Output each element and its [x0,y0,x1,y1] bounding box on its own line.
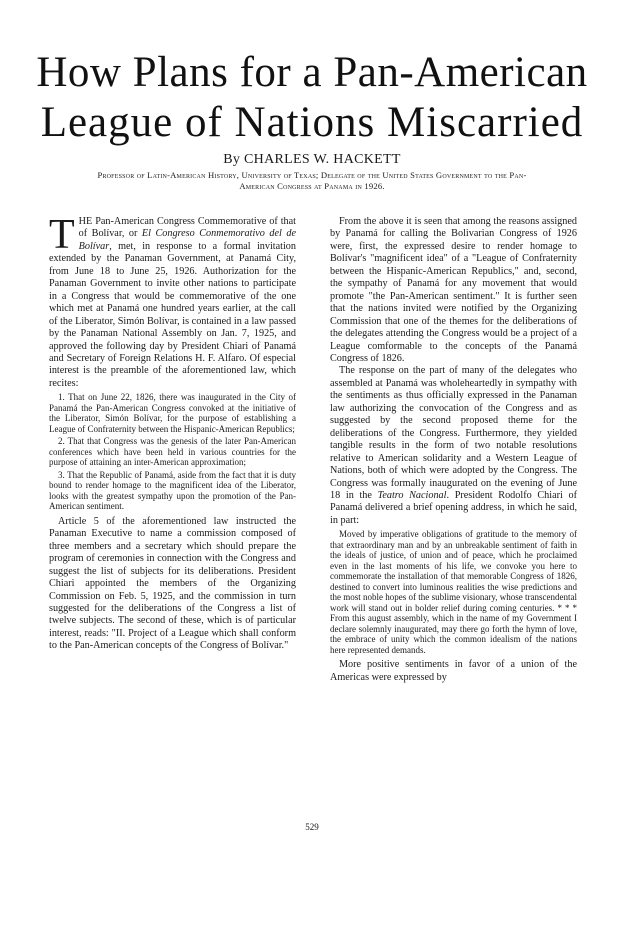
preamble-item-2: 2. That that Congress was the genesis of the later Pan-American conferences which have been held in various countries for the purpose of attaining an inter-American approximation; [49,436,296,468]
preamble-item-3: 3. That the Republic of Panamá, aside from the fact that it is duty bound to render homage to the magnificent idea of the Liberator, looks with the greatest sympathy upon the promotion of the Pan-American sentiment. [49,469,296,512]
congress-name: El Congreso Conmemorativo del de Bolívar [78,228,296,252]
opening-text: HE Pan-American Congress Commemorative of that of Bolívar, or [78,216,296,240]
author-byline: By CHARLES W. HACKETT [223,152,401,167]
author-affiliation: Professor of Latin-American History, University of Texas; Delegate of the United States Government to the Pan-American Congress at Panama in 1926. [97,170,527,191]
left-column [49,212,296,653]
response-paragraph [330,365,577,527]
article-title-line-1: How Plans for a Pan-American [36,49,588,96]
chiari-address-quote: Moved by imperative obligations of gratitude to the memory of that extraordinary man and by an unbreakable sentiment of faith in the ideals of justice, of union and of peace, which he proclaimed even in the last moments of his life, we convoke you here to commemorate the installation of that memorable Congress of 1826, destined to convert into luminous realities the wise predictions and the most noble hopes of the sublime visionary, whose transcendental work will stand out in bolder relief during coming centuries. * * * From this august assembly, which in the name of my Government I declare solemnly inaugurated, may there go forth the hymn of love, the embrace of unity which the common idealism of the nations here represented demands. [330,529,577,655]
drop-cap: T [49,212,75,258]
article-5-paragraph: Article 5 of the aforementioned law instructed the Panaman Executive to name a commission composed of three members and a secretary which should prepare the program of ceremonies in connection with the Congress and suggest the list of subjects for its deliberations. President Chiari appointed the members of the Organizing Commission on Feb. 5, 1925, and the commission in turn suggested for the deliberations of the Congress a list of twelve subjects. The second of these, which is of particular interest, reads: "II. Project of a League which shall conform to the Pan-American concepts of the Congress of Bolívar." [49,515,296,652]
closing-paragraph: More positive sentiments in favor of a union of the Americas were expressed by [330,659,577,683]
response-text-continued: . President Rodolfo Chiari of Panamá delivered a brief opening address, in which he said, in part: [330,489,577,526]
preamble-item-1: 1. That on June 22, 1826, there was inaugurated in the City of Panamá the Pan-American Congress convoked at the initiative of the Liberator, Simón Bolívar, for the purpose of establishing a League of Confraternity between the Hispanic-American Republics; [49,392,296,434]
response-text: The response on the part of many of the delegates who assembled at Panamá was wholeheartedly in sympathy with the sentiments as thus officially expressed in the Panaman law authorizing the convocation of the Congress and as suggested by the second proposed theme for the deliberations of the Congress. Furthermore, they yielded tangible results in the form of two notable resolutions relative to American solidarity and a Western League of Nations, both of which were adopted by the Congress. The Congress was formally inaugurated on the evening of June 18 in the [330,365,577,501]
page-number: 529 [305,822,319,832]
article-title-line-2: League of Nations Miscarried [40,99,584,146]
opening-paragraph [49,212,296,390]
right-column [330,216,577,684]
reasons-paragraph: From the above it is seen that among the reasons assigned by Panamá for calling the Bolivarian Congress of 1926 were, first, the expressed desire to render homage to Bolívar's "magnificent idea" of a "League of Confraternity between the Hispanic-American Republics," and, second, the sympathy of Panamá for any movement that would promote "the Pan-American sentiment." It is further seen that the nations invited were notified by the Organizing Commission that one of the themes for the deliberations of the delegates attending the Congress would be a project of a League comformable to the concepts of the Panamá Congress of 1826. [330,216,577,364]
opening-text-continued: , met, in response to a formal invitation extended by the Panaman Government, at Panamá City, from June 18 to June 25, 1926. Authorization for the Panaman Government to invite other nations to participate in a Congress that would be commemorative of the one which met at Panamá one hundred years earlier, at the call of the Liberator, Simón Bolívar, is contained in a law passed by the Panaman National Assembly on Jan. 7, 1925, and approved the following day by President Chiari of Panamá and Secretary of Foreign Relations H. F. Alfaro. Of especial interest is the preamble of the aforementioned law, which recites: [49,240,296,389]
teatro-nacional: Teatro Nacional [377,489,447,501]
